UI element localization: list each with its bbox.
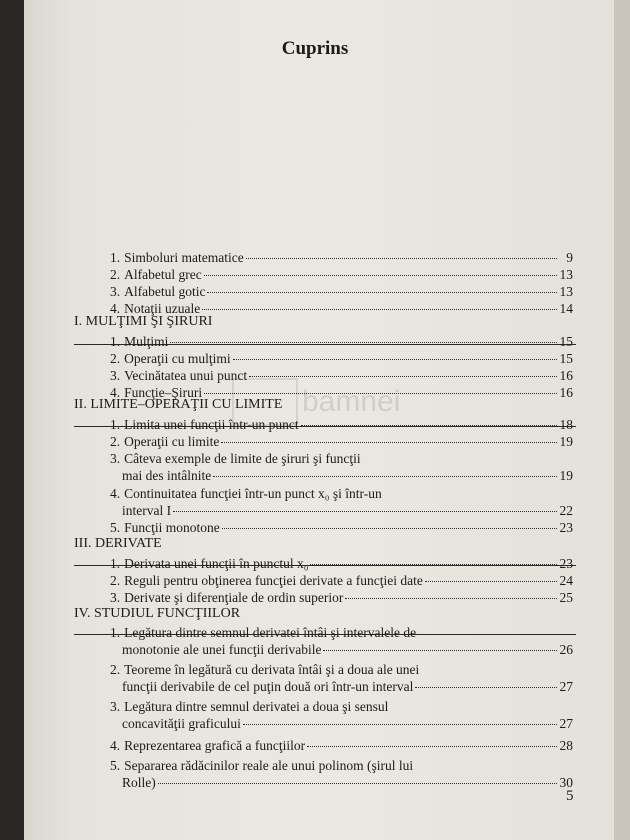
toc-entry — [122, 642, 573, 658]
dot-leader — [301, 424, 557, 426]
toc-entry-text: Funcţie–Şiruri — [124, 385, 203, 400]
toc-entry-text: Teoreme în legătură cu derivata întâi şi a doua ale unei — [124, 662, 420, 677]
dot-leader — [249, 375, 557, 377]
dot-leader — [207, 291, 557, 293]
toc-entry — [122, 503, 573, 519]
toc-entry-text-continued: funcţii derivabile de cel puţin două ori într-un interval — [122, 679, 414, 694]
toc-entry-text-continued: monotonie ale unei funcţii derivabile — [122, 642, 322, 657]
toc-entry — [110, 351, 573, 367]
toc-entry-text: Notaţii uzuale — [124, 301, 201, 316]
toc-entry-text: Alfabetul grec — [124, 267, 202, 282]
toc-entry-text: Legătura dintre semnul derivatei întâi şi intervalele de — [124, 625, 417, 640]
toc-entry-page: 16 — [559, 385, 573, 400]
toc-entry-page: 23 — [559, 556, 573, 571]
toc-entry — [110, 573, 573, 589]
toc-entry-number: 1. — [110, 250, 121, 265]
section-heading: I. MULŢIMI ŞI ŞIRURI — [74, 314, 213, 329]
toc-entry-number: 2. — [110, 662, 121, 677]
toc-entry — [110, 334, 573, 350]
toc-entry-text-continued: mai des intâlnite — [122, 468, 212, 483]
toc-entry-page: 26 — [559, 642, 573, 657]
page-number: 5 — [566, 788, 574, 804]
toc-entry — [110, 250, 573, 266]
toc-entry-line1 — [110, 625, 416, 641]
toc-entry-number: 3. — [110, 699, 121, 714]
dot-leader — [323, 649, 557, 651]
dot-leader — [307, 745, 557, 747]
section-heading: II. LIMITE–OPERAŢII CU LIMITE — [74, 397, 283, 412]
toc-entry-text: Separarea rădăcinilor reale ale unui polinom (şirul lui — [124, 758, 414, 773]
toc-entry-number: 2. — [110, 267, 121, 282]
toc-entry-page: 19 — [559, 468, 573, 483]
toc-entry-text: Derivata unei funcţii în punctul x₀ — [124, 556, 309, 571]
toc-entry-page: 14 — [559, 301, 573, 316]
dot-leader — [204, 274, 557, 276]
toc-entry-text: Mulţimi — [124, 334, 169, 349]
toc-entry-text-continued: interval I — [122, 503, 172, 518]
toc-entry-text: Câteva exemple de limite de şiruri şi funcţii — [124, 451, 361, 466]
toc-entry-text: Simboluri matematice — [124, 250, 244, 265]
toc-entry-number: 1. — [110, 417, 121, 432]
toc-entry-number: 3. — [110, 451, 121, 466]
toc-entry — [122, 716, 573, 732]
toc-entry-number: 2. — [110, 573, 121, 588]
toc-entry-number: 2. — [110, 351, 121, 366]
toc-entry-page: 30 — [559, 775, 573, 790]
toc-entry-text: Reprezentarea grafică a funcţiilor — [124, 738, 306, 753]
toc-entry-text: Funcţii monotone — [124, 520, 220, 535]
toc-entry-text-continued: concavităţii graficului — [122, 716, 241, 731]
toc-entry — [110, 738, 573, 754]
toc-entry-number: 4. — [110, 738, 121, 753]
toc-entry-page: 24 — [559, 573, 573, 588]
dot-leader — [345, 597, 557, 599]
toc-entry-text: Limita unei funcţii într-un punct — [124, 417, 299, 432]
watermark-text: bamnei — [302, 385, 401, 418]
toc-entry-number: 3. — [110, 284, 121, 299]
toc-entry-page: 18 — [559, 417, 573, 432]
toc-entry-number: 1. — [110, 556, 121, 571]
toc-entry — [110, 267, 573, 283]
dot-leader — [243, 723, 557, 725]
toc-entry — [110, 556, 573, 572]
toc-entry — [110, 284, 573, 300]
toc-entry-text-continued: Rolle) — [122, 775, 156, 790]
dot-leader — [246, 257, 557, 259]
toc-entry-number: 4. — [110, 385, 121, 400]
section-heading: IV. STUDIUL FUNCŢIILOR — [74, 606, 241, 621]
toc-entry — [122, 679, 573, 695]
toc-entry — [110, 368, 573, 384]
section-heading: III. DERIVATE — [74, 536, 162, 551]
dot-leader — [415, 686, 557, 688]
toc-entry-text: Vecinătatea unui punct — [124, 368, 248, 383]
toc-entry-page: 13 — [559, 267, 573, 282]
toc-entry-page: 25 — [559, 590, 573, 605]
toc-entry-text: Legătura dintre semnul derivatei a doua şi sensul — [124, 699, 389, 714]
toc-entry-number: 4. — [110, 486, 121, 501]
toc-entry-text: Derivate şi diferenţiale de ordin superior — [124, 590, 344, 605]
toc-entry — [110, 434, 573, 450]
toc-entry-text: Operaţii cu mulţimi — [124, 351, 231, 366]
toc-entry-page: 23 — [559, 520, 573, 535]
toc-entry-text: Continuitatea funcţiei într-un punct x₀ şi într-un — [124, 486, 382, 501]
toc-entry-page: 13 — [559, 284, 573, 299]
toc-entry-number: 1. — [110, 334, 121, 349]
toc-entry-line1 — [110, 451, 361, 467]
toc-entry-text: Operaţii cu limite — [124, 434, 220, 449]
toc-entry-number: 5. — [110, 520, 121, 535]
toc-entry-number: 4. — [110, 301, 121, 316]
toc-entry — [110, 520, 573, 536]
dot-leader — [204, 392, 557, 394]
toc-entry-number: 3. — [110, 368, 121, 383]
toc-entry-line1 — [110, 699, 388, 715]
toc-entry-page: 22 — [559, 503, 573, 518]
dot-leader — [158, 782, 557, 784]
toc-entry — [110, 417, 573, 433]
dot-leader — [310, 563, 557, 565]
dot-leader — [170, 341, 557, 343]
toc-entry — [110, 590, 573, 606]
toc-entry-number: 1. — [110, 625, 121, 640]
toc-entry-text: Reguli pentru obţinerea funcţiei derivate a funcţiei date — [124, 573, 423, 588]
toc-entry-page: 19 — [559, 434, 573, 449]
dot-leader — [202, 308, 557, 310]
toc-entry-line1 — [110, 758, 413, 774]
page-title: Cuprins — [281, 38, 349, 59]
toc-entry-page: 27 — [559, 679, 573, 694]
toc-entry — [122, 468, 573, 484]
toc-entry-page: 9 — [566, 250, 573, 265]
toc-entry-page: 16 — [559, 368, 573, 383]
dot-leader — [173, 510, 557, 512]
dot-leader — [213, 475, 557, 477]
toc-entry-page: 15 — [559, 334, 573, 349]
toc-entry-text: Alfabetul gotic — [124, 284, 206, 299]
toc-entry-number: 2. — [110, 434, 121, 449]
toc-entry-number: 5. — [110, 758, 121, 773]
dot-leader — [425, 580, 557, 582]
toc-entry — [122, 775, 573, 791]
dot-leader — [222, 527, 557, 529]
toc-entry-page: 15 — [559, 351, 573, 366]
toc-entry-line1 — [110, 662, 419, 678]
toc-entry-page: 27 — [559, 716, 573, 731]
dot-leader — [233, 358, 557, 360]
toc-entry-page: 28 — [559, 738, 573, 753]
toc-entry-line1 — [110, 486, 382, 502]
toc-entry-number: 3. — [110, 590, 121, 605]
dot-leader — [221, 441, 557, 443]
